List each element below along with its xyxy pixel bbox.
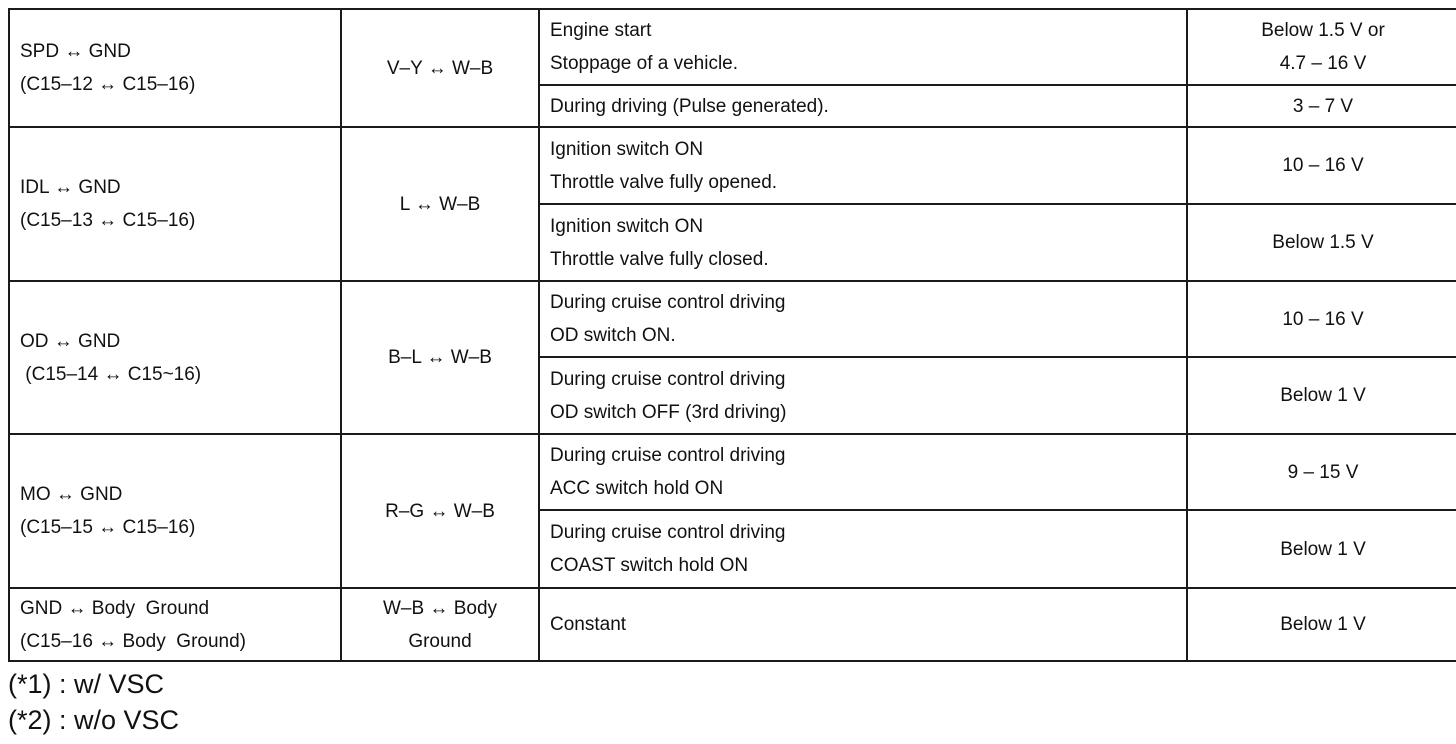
- table-row: [9, 281, 1456, 357]
- wiring-color-cell: B–L ↔ W–B: [341, 281, 539, 434]
- wiring-color-cell: L ↔ W–B: [341, 127, 539, 281]
- condition-cell: Ignition switch ON Throttle valve fully closed.: [539, 204, 1187, 281]
- condition-cell: During cruise control driving OD switch OFF (3rd driving): [539, 357, 1187, 434]
- specified-condition-cell: 10 – 16 V: [1187, 281, 1456, 357]
- specified-condition-cell: Below 1 V: [1187, 510, 1456, 588]
- footnote-2: (*2) : w/o VSC: [8, 705, 180, 735]
- specified-condition-cell: Below 1 V: [1187, 588, 1456, 661]
- terminal-cell: GND ↔ Body Ground (C15–16 ↔ Body Ground): [9, 588, 341, 661]
- table-row: [9, 434, 1456, 510]
- condition-cell: Engine start Stoppage of a vehicle.: [539, 9, 1187, 85]
- footnotes: [8, 666, 179, 738]
- specified-condition-cell: 9 – 15 V: [1187, 434, 1456, 510]
- specified-condition-cell: 10 – 16 V: [1187, 127, 1456, 204]
- condition-cell: During cruise control driving OD switch ON.: [539, 281, 1187, 357]
- specified-condition-cell: 3 – 7 V: [1187, 85, 1456, 127]
- condition-cell: During cruise control driving COAST switch hold ON: [539, 510, 1187, 588]
- table-row: [9, 9, 1456, 85]
- specified-condition-cell: Below 1 V: [1187, 357, 1456, 434]
- condition-cell: During driving (Pulse generated).: [539, 85, 1187, 127]
- terminal-cell: SPD ↔ GND (C15–12 ↔ C15–16): [9, 9, 341, 127]
- specified-condition-cell: Below 1.5 V or 4.7 – 16 V: [1187, 9, 1456, 85]
- wiring-color-cell: R–G ↔ W–B: [341, 434, 539, 588]
- terminal-cell: IDL ↔ GND (C15–13 ↔ C15–16): [9, 127, 341, 281]
- condition-cell: Constant: [539, 588, 1187, 661]
- table-row: [9, 588, 1456, 661]
- table-row: [9, 127, 1456, 204]
- terminal-cell: MO ↔ GND (C15–15 ↔ C15–16): [9, 434, 341, 588]
- specified-condition-cell: Below 1.5 V: [1187, 204, 1456, 281]
- terminal-cell: OD ↔ GND (C15–14 ↔ C15~16): [9, 281, 341, 434]
- wiring-color-cell: W–B ↔ Body Ground: [341, 588, 539, 661]
- condition-cell: During cruise control driving ACC switch hold ON: [539, 434, 1187, 510]
- terminal-spec-table: [8, 8, 1456, 662]
- footnote-1: (*1) : w/ VSC: [8, 669, 165, 699]
- wiring-color-cell: V–Y ↔ W–B: [341, 9, 539, 127]
- condition-cell: Ignition switch ON Throttle valve fully opened.: [539, 127, 1187, 204]
